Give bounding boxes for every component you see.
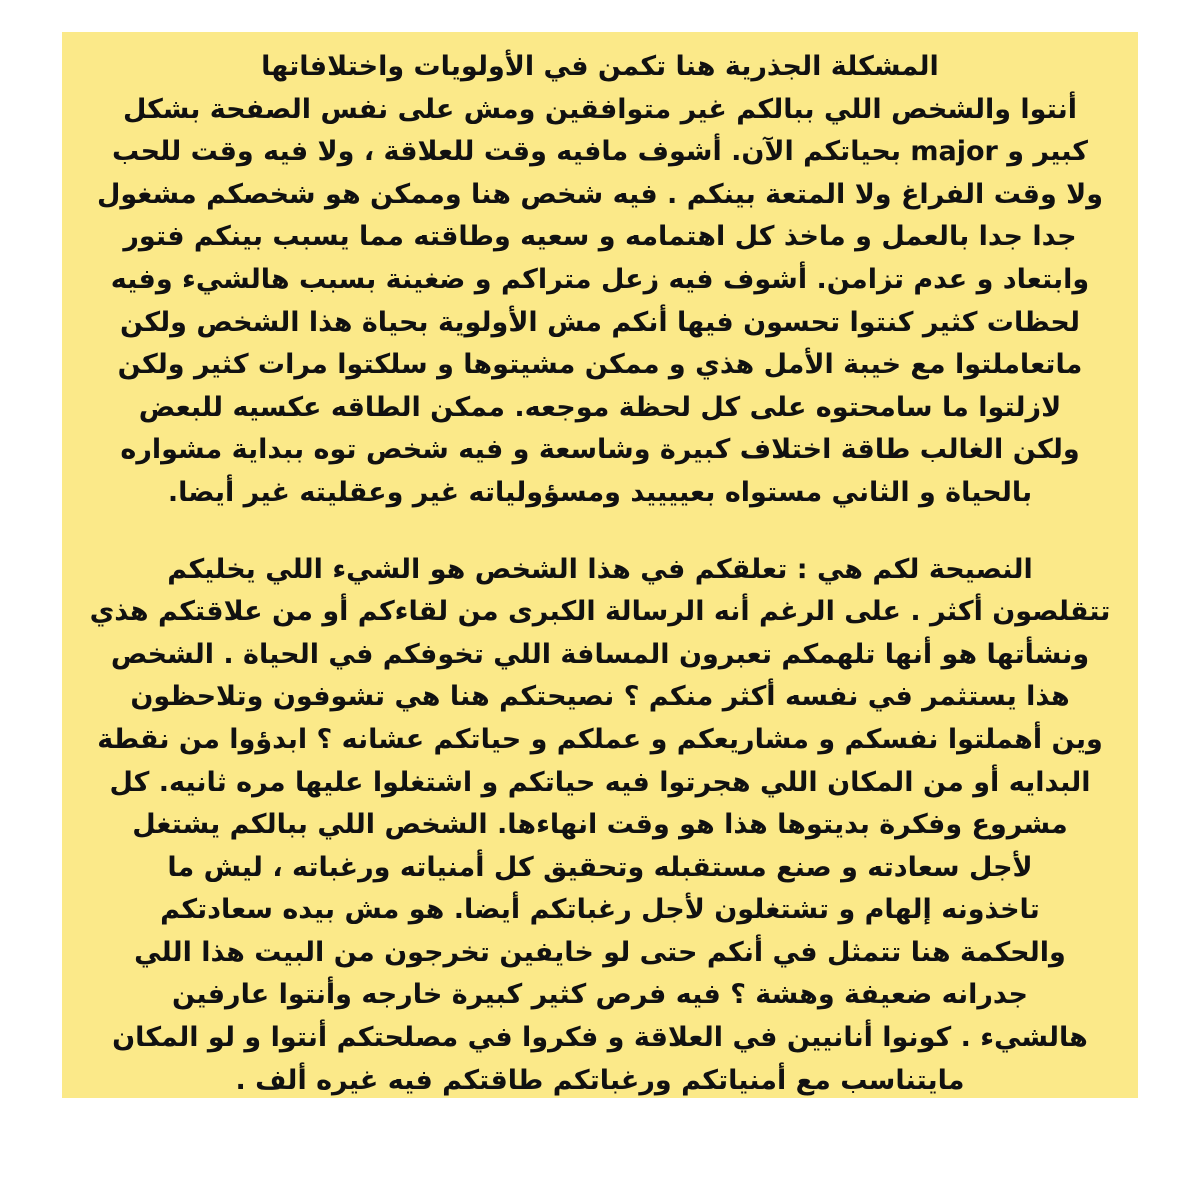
text-line: وابتعاد و عدم تزامن. أشوف فيه زعل متراكم و ضغينة بسبب هالشيء وفيه <box>110 263 1090 295</box>
text-line: ولا وقت الفراغ ولا المتعة بينكم . فيه شخص هنا وممكن هو شخصكم مشغول <box>96 178 1104 210</box>
text-line: ماتعاملتوا مع خيبة الأمل هذي و ممكن مشيتوها و سلكتوا مرات كثير ولكن <box>117 349 1083 381</box>
paragraph-problem <box>70 46 1130 515</box>
text-line: لازلتوا ما سامحتوه على كل لحظة موجعه. ممكن الطاقه عكسيه للبعض <box>138 391 1062 423</box>
text-line: جدا جدا بالعمل و ماخذ كل اهتمامه و سعيه وطاقته مما يسبب بينكم فتور <box>123 221 1077 253</box>
text-line: البدايه أو من المكان اللي هجرتوا فيه حياتكم و اشتغلوا عليها مره ثانيه. كل <box>109 766 1091 798</box>
text-line: وين أهملتوا نفسكم و مشاريعكم و عملكم و حياتكم عشانه ؟ ابدؤوا من نقطة <box>97 723 1103 755</box>
text-line: بالحياة و الثاني مستواه بعييييد ومسؤولياته غير وعقليته غير أيضا. <box>167 476 1033 508</box>
paragraph-gap <box>70 515 1130 549</box>
text-line: أنتوا والشخص اللي ببالكم غير متوافقين ومش على نفس الصفحة بشكل <box>122 93 1078 125</box>
note-card <box>62 32 1138 1098</box>
text-line: والحكمة هنا تتمثل في أنكم حتى لو خايفين تخرجون من البيت هذا اللي <box>134 936 1066 968</box>
text-line: النصيحة لكم هي : تعلقكم في هذا الشخص هو الشيء اللي يخليكم <box>167 553 1033 585</box>
text-line: لأجل سعادته و صنع مستقبله وتحقيق كل أمنياته ورغباته ، ليش ما <box>167 851 1033 883</box>
text-line: هالشيء . كونوا أنانيين في العلاقة و فكروا في مصلحتكم أنتوا و لو المكان <box>112 1022 1088 1054</box>
text-line: تتقلصون أكثر . على الرغم أنه الرسالة الكبرى من لقاءكم أو من علاقتكم هذي <box>89 596 1111 628</box>
text-line: مايتناسب مع أمنياتكم ورغباتكم طاقتكم فيه غيره ألف . <box>235 1064 965 1096</box>
text-line: كبير و major بحياتكم الآن. أشوف مافيه وقت للعلاقة ، ولا فيه وقت للحب <box>112 136 1088 168</box>
text-line: ونشأتها هو أنها تلهمكم تعبرون المسافة اللي تخوفكم في الحياة . الشخص <box>110 638 1090 670</box>
text-line: ولكن الغالب طاقة اختلاف كبيرة وشاسعة و فيه شخص توه ببداية مشواره <box>120 434 1080 466</box>
text-line: مشروع وفكرة بديتوها هذا هو وقت انهاءها. الشخص اللي ببالكم يشتغل <box>132 809 1068 841</box>
text-line: المشكلة الجذرية هنا تكمن في الأولويات واختلافاتها <box>261 51 939 82</box>
paragraph-advice <box>70 549 1130 1103</box>
text-line: تاخذونه إلهام و تشتغلون لأجل رغباتكم أيضا. هو مش بيده سعادتكم <box>160 894 1040 926</box>
text-line: هذا يستثمر في نفسه أكثر منكم ؟ نصيحتكم هنا هي تشوفون وتلاحظون <box>130 681 1070 713</box>
text-line: لحظات كثير كنتوا تحسون فيها أنكم مش الأولوية بحياة هذا الشخص ولكن <box>120 306 1080 338</box>
text-line: جدرانه ضعيفة وهشة ؟ فيه فرص كثير كبيرة خارجه وأنتوا عارفين <box>172 979 1028 1011</box>
